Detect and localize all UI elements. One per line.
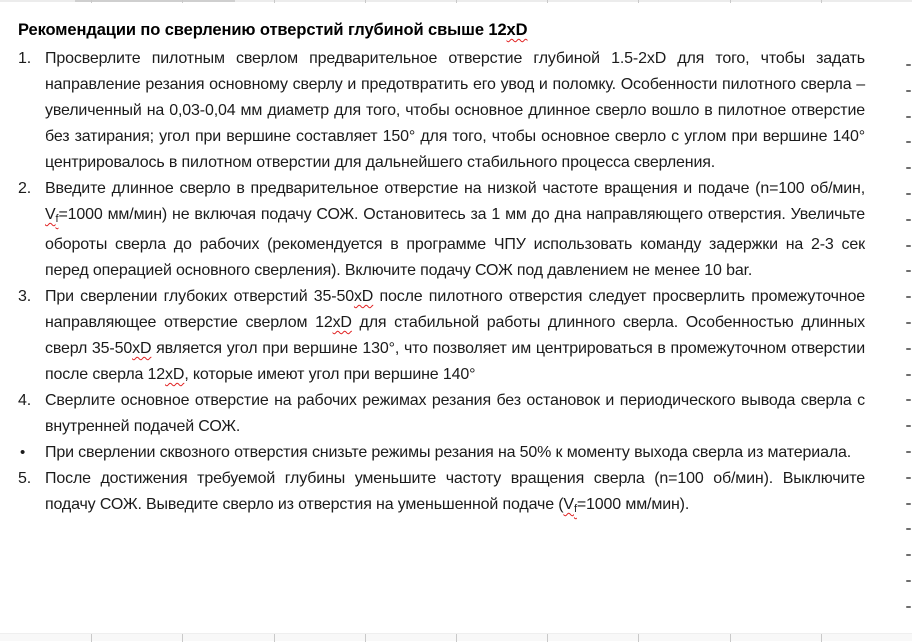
right-edge-dash: [906, 374, 911, 376]
list-item-text: [45, 288, 865, 383]
right-edge-dash: [906, 193, 911, 195]
cell-boundary-tick: [730, 0, 731, 3]
text-segment: Введите длинное сверло в предварительное отверстие на низкой частоте вращения и подаче (n=100 об/мин,: [45, 180, 865, 197]
right-edge-dash: [906, 606, 911, 608]
text-segment: При сверлении глубоких отверстий 35-50: [45, 288, 354, 305]
right-edge-dash: [906, 503, 911, 505]
list-item-text: [45, 392, 865, 435]
text-segment: =1000 мм/мин) не включая подачу СОЖ. Остановитесь за 1 мм до дна направляющего отверстия. Увеличьте обороты сверла до рабочих (рекомендуется в программе ЧПУ использовать команду задержки на 2-3 сек перед операцией основного сверления). Включите подачу СОЖ под давлением не менее 10 bar.: [45, 206, 865, 279]
cell-boundary-tick: [547, 0, 548, 3]
right-edge-dash: [906, 348, 911, 350]
right-edge-dash: [906, 64, 911, 66]
right-edge-dash: [906, 451, 911, 453]
misspelled-text: xD: [506, 21, 528, 40]
right-edge-dash: [906, 528, 911, 530]
right-edge-dash: [906, 322, 911, 324]
list-item-marker: 5.: [18, 470, 32, 487]
top-edge-strip: [0, 0, 912, 2]
text-segment: Просверлите пилотным сверлом предварительное отверстие глубиной 1.5-2xD для того, чтобы задать направление резания основному сверлу и предотвратить его увод и поломку. Особенности пилотного сверла – увеличенный на 0,03-0,04 мм диаметр для того, чтобы основное длинное сверло вошло в пилотное отверстие без затирания; угол при вершине составляет 150° для того, чтобы основное сверло с углом при вершине 140° центрировалось в пилотном отверстии для дальнейшего стабильного процесса сверления.: [45, 50, 865, 171]
list-item-marker: 3.: [18, 288, 32, 305]
right-edge-dash: [906, 90, 911, 92]
list-item-text: [45, 470, 865, 513]
text-segment: После достижения требуемой глубины уменьшите частоту вращения сверла (n=100 об/мин). Выключите подачу СОЖ. Выведите сверло из отверстия на уменьшенной подаче (: [45, 470, 865, 513]
bottom-edge-strip: [0, 633, 912, 641]
numbered-list-item: [18, 388, 865, 440]
list-item-text: [45, 180, 865, 279]
misspelled-text: V: [45, 206, 56, 223]
text-segment: является угол при вершине 130°, что позволяет им центрироваться в промежуточном отверстии после сверла 12: [45, 340, 865, 383]
list-item-marker: 4.: [18, 392, 32, 409]
right-edge-dash: [906, 425, 911, 427]
cell-boundary-tick: [91, 0, 92, 3]
subscript-text: f: [55, 213, 59, 225]
right-edge-dash: [906, 477, 911, 479]
misspelled-text: xD: [132, 340, 152, 357]
text-segment: для стабильной работы длинного сверла. Особенностью длинных сверл 35-50: [45, 314, 865, 357]
text-segment: , которые имеют угол при вершине 140°: [184, 366, 476, 383]
text-segment: Рекомендации по сверлению отверстий глубиной свыше 12: [18, 21, 507, 40]
right-edge-dash: [906, 245, 911, 247]
document-title: [18, 21, 878, 40]
numbered-list-item: [18, 46, 865, 176]
cell-boundary-tick: [274, 0, 275, 3]
right-edge-dash: [906, 270, 911, 272]
subscript-text: f: [573, 503, 577, 515]
recommendations-list: [18, 46, 865, 522]
list-item-marker: 1.: [18, 50, 32, 67]
right-edge-dash: [906, 399, 911, 401]
numbered-list-item: [18, 466, 865, 522]
text-segment: При сверлении сквозного отверстия снизьте режимы резания на 50% к моменту выхода сверла из материала.: [45, 444, 852, 461]
right-edge-dash: [906, 116, 911, 118]
top-edge-segment: [75, 0, 235, 2]
right-edge-dash: [906, 219, 911, 221]
cell-boundary-tick: [365, 0, 366, 3]
list-item-text: [45, 444, 851, 461]
right-edge-dash: [906, 580, 911, 582]
cell-boundary-tick: [182, 0, 183, 3]
misspelled-text: xD: [332, 314, 352, 331]
right-edge-dash: [906, 167, 911, 169]
text-segment: Сверлите основное отверстие на рабочих режимах резания без остановок и периодического вывода сверла с внутренней подачей СОЖ.: [45, 392, 865, 435]
numbered-list-item: [18, 284, 865, 388]
cell-boundary-tick: [821, 0, 822, 3]
right-edge-dash: [906, 554, 911, 556]
cell-boundary-tick: [456, 0, 457, 3]
right-edge-dash: [906, 296, 911, 298]
misspelled-text: xD: [353, 288, 374, 305]
misspelled-text: V: [563, 496, 574, 513]
text-segment: =1000 мм/мин).: [576, 496, 690, 513]
list-item-marker: 2.: [18, 180, 32, 197]
cell-boundary-tick: [638, 0, 639, 3]
numbered-list-item: [18, 176, 865, 284]
text-segment: после пилотного отверстия следует просверлить промежуточное направляющее отверстие сверлом 12: [45, 288, 865, 331]
right-edge-dash: [906, 141, 911, 143]
misspelled-text: xD: [165, 366, 185, 383]
list-item-marker: •: [20, 444, 26, 461]
list-item-text: [45, 50, 865, 171]
bullet-list-item: [18, 440, 865, 466]
